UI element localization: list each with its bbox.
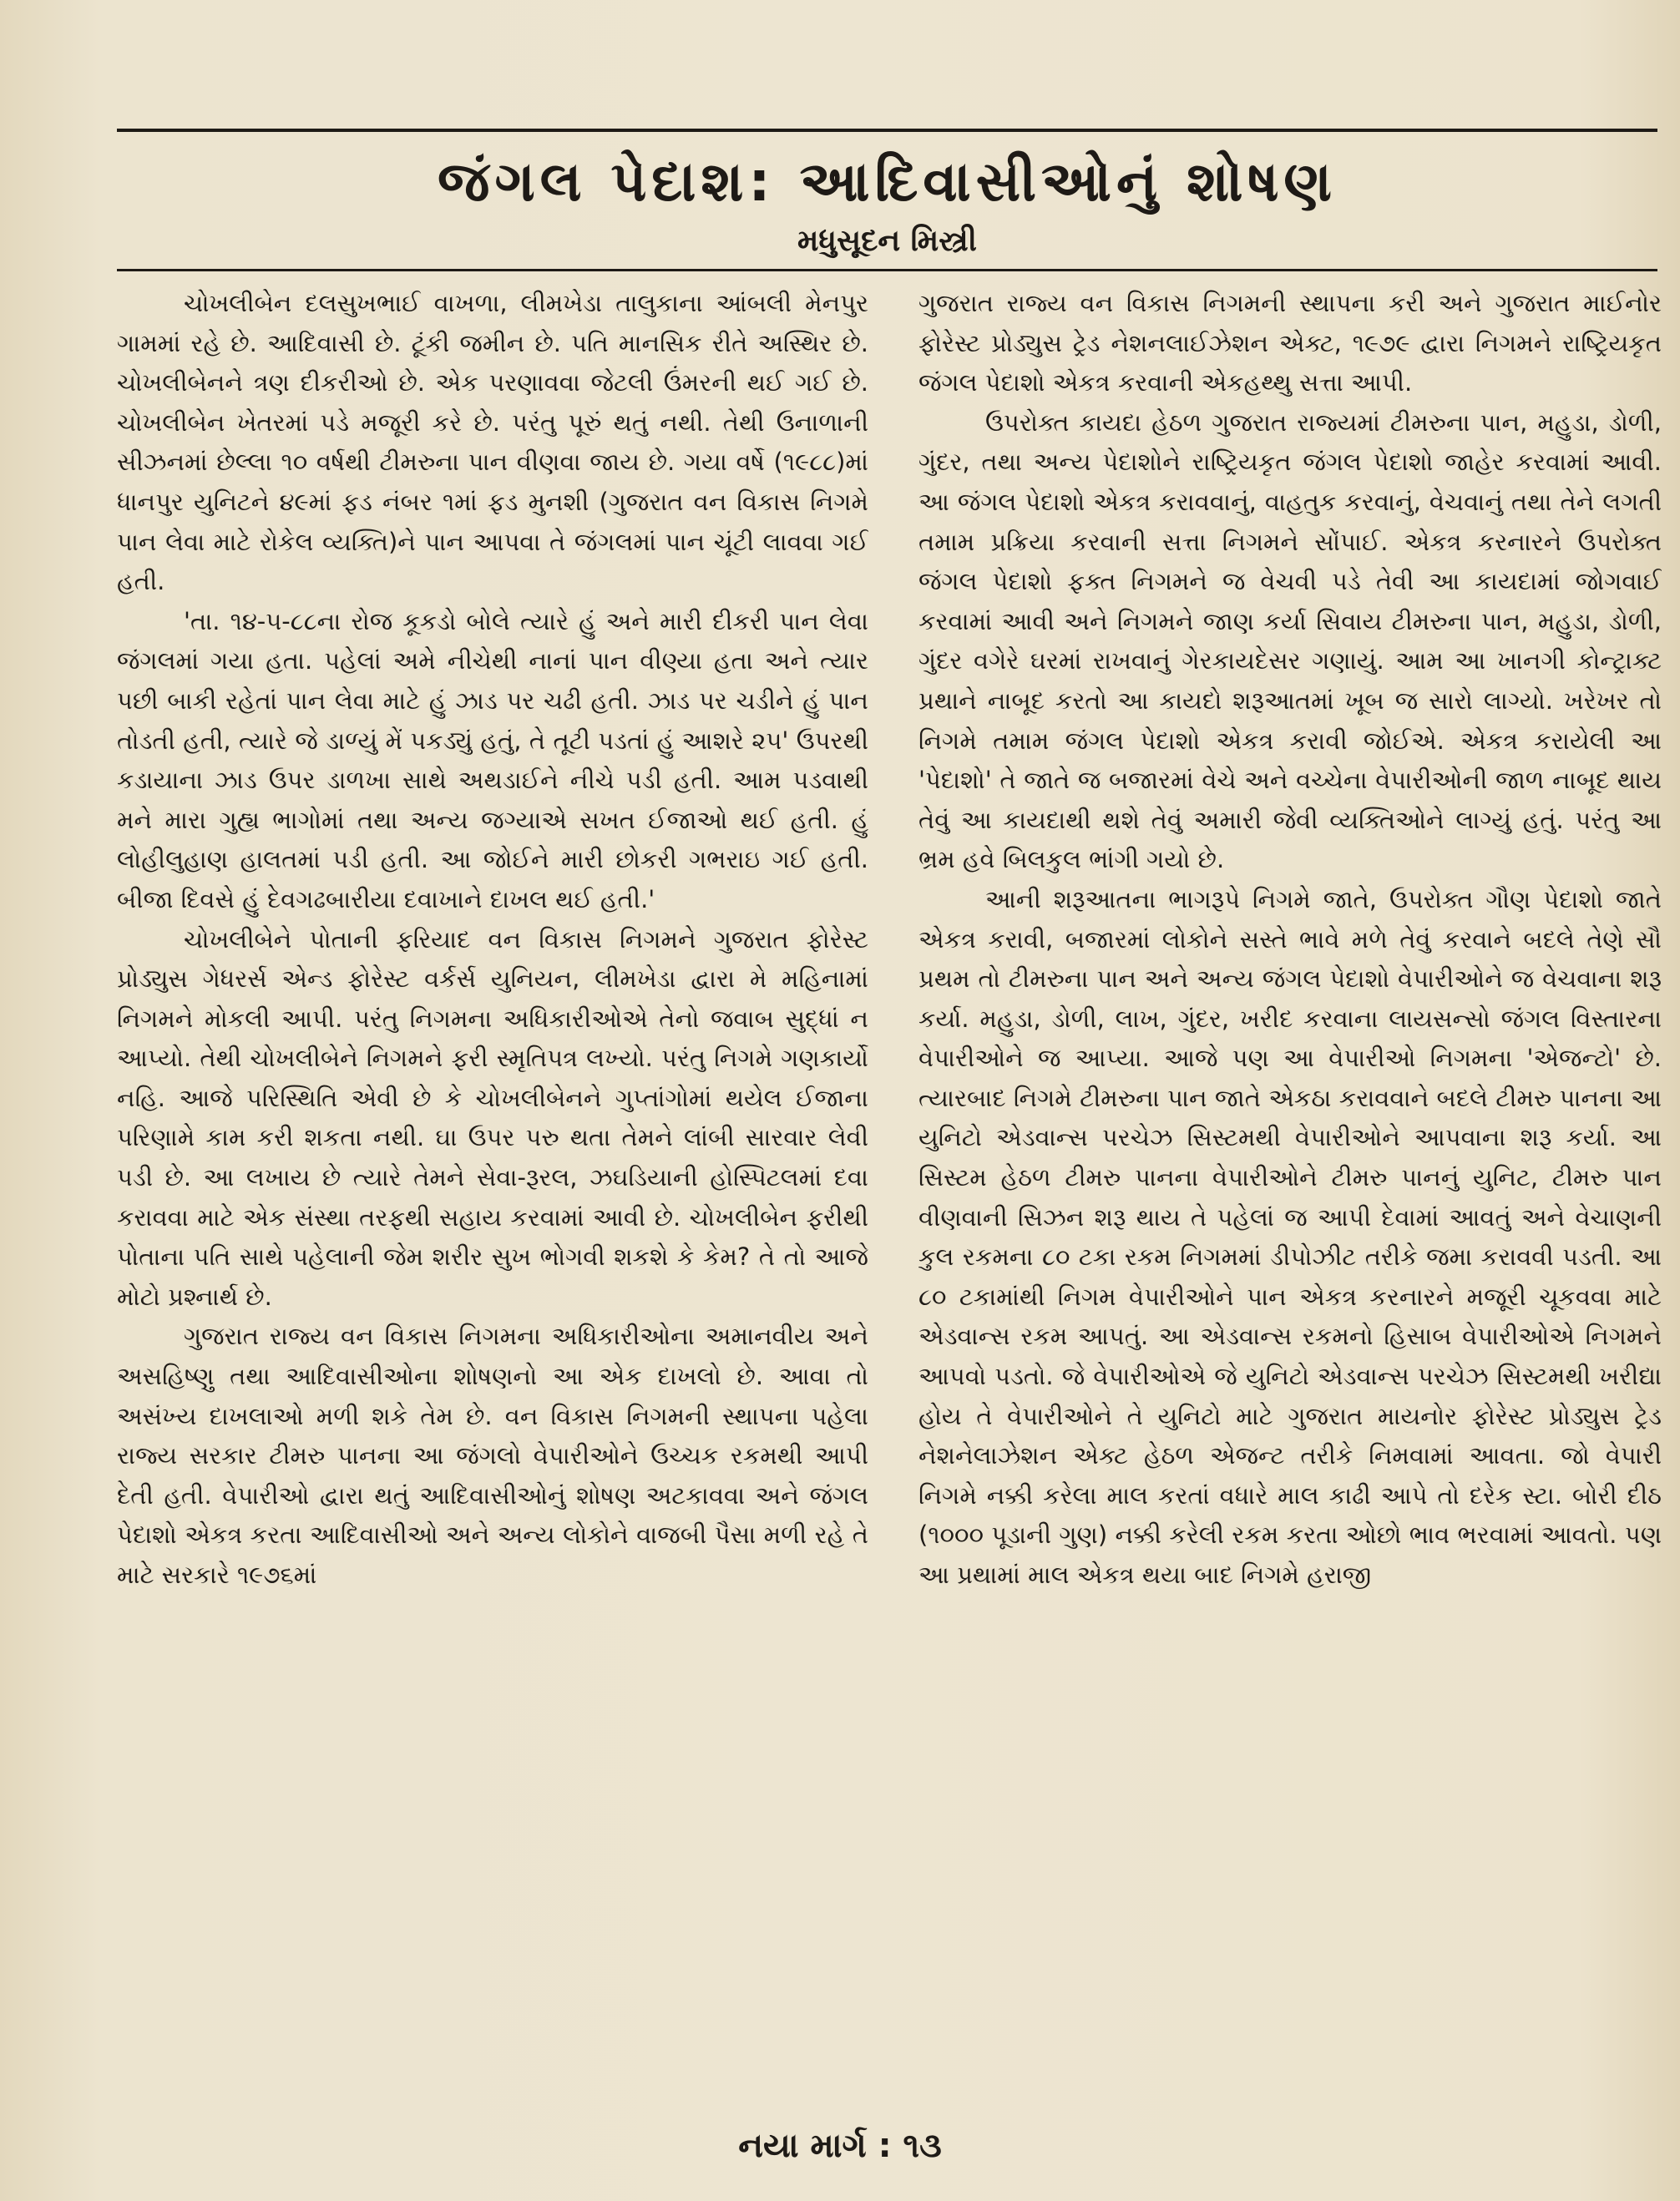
top-rule [117, 129, 1657, 132]
article-title: જંગલ પેદાશ: આદિવાસીઓનું શોષણ [438, 149, 1337, 214]
author-byline: મધુસૂદન મિસ્ત્રી [797, 224, 977, 258]
paragraph: આની શરૂઆતના ભાગરૂપે નિગમે જાતે, ઉપરોક્ત ગૌણ પેદાશો જાતે એકત્ર કરાવી, બજારમાં લોકોને સસ્તે ભાવે મળે તેવું કરવાને બદલે તેણે સૌ પ્રથમ તો ટીમરુના પાન અને અન્ય જંગલ પેદાશો વેપારીઓને જ વેચવાના શરૂ કર્યા. મહુડા, ડોળી, લાખ, ગુંદર, ખરીદ કરવાના લાયસન્સો જંગલ વિસ્તારના વેપારીઓને જ આપ્યા. આજે પણ આ વેપારીઓ નિગમના 'એજન્ટો' છે. ત્યારબાદ નિગમે ટીમરુના પાન જાતે એકઠા કરાવવાને બદલે ટીમરુ પાનના આ યુનિટો એડવાન્સ પરચેઝ સિસ્ટમથી વેપારીઓને આપવાના શરૂ કર્યા. આ સિસ્ટમ હેઠળ ટીમરુ પાનના વેપારીઓને ટીમરુ પાનનું યુનિટ, ટીમરુ પાન વીણવાની સિઝન શરૂ થાય તે પહેલાં જ આપી દેવામાં આવતું અને વેચાણની કુલ રકમના ૮૦ ટકા રકમ નિગમમાં ડીપોઝીટ તરીકે જમા કરાવવી પડતી. આ ૮૦ ટકામાંથી નિગમ વેપારીઓને પાન એકત્ર કરનારને મજૂરી ચૂકવવા માટે એડવાન્સ રકમ આપતું. આ એડવાન્સ રકમનો હિસાબ વેપારીઓએ નિગમને આપવો પડતો. જે વેપારીઓએ જે યુનિટો એડવાન્સ પરચેઝ સિસ્ટમથી ખરીદ્યા હોય તે વેપારીઓને તે યુનિટો માટે ગુજરાત માયનોર ફોરેસ્ટ પ્રોડ્યુસ ટ્રેડ નેશનેલાઝેશન એક્ટ હેઠળ એજન્ટ તરીકે નિમવામાં આવતા. જો વેપારી નિગમે નક્કી કરેલા માલ કરતાં વધારે માલ કાઢી આપે તો દરેક સ્ટા. બોરી દીઠ (૧૦૦૦ પૂડાની ગુણ) નક્કી કરેલી રકમ કરતા ઓછો ભાવ ભરવામાં આવતો. પણ આ પ્રથામાં માલ એકત્ર થયા બાદ નિગમે હરાજી [918, 884, 1662, 1589]
paragraph: ગુજરાત રાજ્ય વન વિકાસ નિગમના અધિકારીઓના અમાનવીય અને અસહિષ્ણુ તથા આદિવાસીઓના શોષણનો આ એક દાખલો છે. આવા તો અસંખ્ય દાખલાઓ મળી શકે તેમ છે. વન વિકાસ નિગમની સ્થાપના પહેલા રાજ્ય સરકાર ટીમરુ પાનના આ જંગલો વેપારીઓને ઉચ્ચક રકમથી આપી દેતી હતી. વેપારીઓ દ્વારા થતું આદિવાસીઓનું શોષણ અટકાવવા અને જંગલ પેદાશો એકત્ર કરતા આદિવાસીઓ અને અન્ય લોકોને વાજબી પૈસા મળી રહે તે માટે સરકારે ૧૯૭૬માં [117, 1322, 868, 1589]
page-footer: નયા માર્ગ : ૧૩ [738, 2127, 942, 2165]
header-rule [117, 269, 1657, 271]
paragraph: 'તા. ૧૪-૫-૮૮ના રોજ કૂકડો બોલે ત્યારે હું અને મારી દીકરી પાન લેવા જંગલમાં ગયા હતા. પહેલાં અમે નીચેથી નાનાં પાન વીણ્યા હતા અને ત્યાર પછી બાકી રહેતાં પાન લેવા માટે હું ઝાડ પર ચઢી હતી. ઝાડ પર ચડીને હું પાન તોડતી હતી, ત્યારે જે ડાળ્યું મેં પકડ્યું હતું, તે તૂટી પડતાં હું આશરે ૨૫' ઉપરથી કડાયાના ઝાડ ઉપર ડાળખા સાથે અથડાઈને નીચે પડી હતી. આમ પડવાથી મને મારા ગુહ્ય ભાગોમાં તથા અન્ય જગ્યાએ સખત ઈજાઓ થઈ હતી. હું લોહીલુહાણ હાલતમાં પડી હતી. આ જોઈને મારી છોકરી ગભરાઇ ગઈ હતી. બીજા દિવસે હું દેવગઢબારીયા દવાખાને દાખલ થઈ હતી.' [117, 606, 868, 913]
paragraph: ગુજરાત રાજ્ય વન વિકાસ નિગમની સ્થાપના કરી અને ગુજરાત માઈનોર ફોરેસ્ટ પ્રોડ્યુસ ટ્રેડ નેશનલાઈઝેશન એક્ટ, ૧૯૭૯ દ્વારા નિગમને રાષ્ટ્રિયકૃત જંગલ પેદાશો એકત્ર કરવાની એકહથ્થુ સત્તા આપી. [918, 289, 1662, 397]
left-column [117, 284, 868, 2079]
paragraph: ચોખલીબેને પોતાની ફરિયાદ વન વિકાસ નિગમને ગુજરાત ફોરેસ્ટ પ્રોડ્યુસ ગેધરર્સ એન્ડ ફોરેસ્ટ વર્કર્સ યુનિયન, લીમખેડા દ્વારા મે મહિનામાં નિગમને મોકલી આપી. પરંતુ નિગમના અધિકારીઓએ તેનો જવાબ સુદ્ધાં ન આપ્યો. તેથી ચોખલીબેને નિગમને ફરી સ્મૃતિપત્ર લખ્યો. પરંતુ નિગમે ગણકાર્યો નહિ. આજે પરિસ્થિતિ એવી છે કે ચોખલીબેનને ગુપ્તાંગોમાં થયેલ ઈજાના પરિણામે કામ કરી શકતા નથી. ઘા ઉપર પરુ થતા તેમને લાંબી સારવાર લેવી પડી છે. આ લખાય છે ત્યારે તેમને સેવા-રૂરલ, ઝઘડિયાની હોસ્પિટલમાં દવા કરાવવા માટે એક સંસ્થા તરફથી સહાય કરવામાં આવી છે. ચોખલીબેન ફરીથી પોતાના પતિ સાથે પહેલાની જેમ શરીર સુખ ભોગવી શકશે કે કેમ? તે તો આજે મોટો પ્રશ્નાર્થ છે. [117, 924, 868, 1311]
right-column [918, 284, 1662, 2079]
paragraph: ઉપરોક્ત કાયદા હેઠળ ગુજરાત રાજ્યમાં ટીમરુના પાન, મહુડા, ડોળી, ગુંદર, તથા અન્ય પેદાશોને રાષ્ટ્રિયકૃત જંગલ પેદાશો જાહેર કરવામાં આવી. આ જંગલ પેદાશો એકત્ર કરાવવાનું, વાહતુક કરવાનું, વેચવાનું તથા તેને લગતી તમામ પ્રક્રિયા કરવાની સત્તા નિગમને સોંપાઈ. એકત્ર કરનારને ઉપરોક્ત જંગલ પેદાશો ફક્ત નિગમને જ વેચવી પડે તેવી આ કાયદામાં જોગવાઈ કરવામાં આવી અને નિગમને જાણ કર્યા સિવાય ટીમરુના પાન, મહુડા, ડોળી, ગુંદર વગેરે ઘરમાં રાખવાનું ગેરકાયદેસર ગણાયું. આમ આ ખાનગી કોન્ટ્રાક્ટ પ્રથાને નાબૂદ કરતો આ કાયદો શરૂઆતમાં ખૂબ જ સારો લાગ્યો. ખરેખર તો નિગમે તમામ જંગલ પેદાશો એકત્ર કરાવી જોઈએ. એકત્ર કરાયેલી આ 'પેદાશો' તે જાતે જ બજારમાં વેચે અને વચ્ચેના વેપારીઓની જાળ નાબૂદ થાય તેવું આ કાયદાથી થશે તેવું અમારી જેવી વ્યક્તિઓને લાગ્યું હતું. પરંતુ આ ભ્રમ હવે બિલકુલ ભાંગી ગયો છે. [918, 407, 1662, 874]
paragraph: ચોખલીબેન દલસુખભાઈ વાખળા, લીમખેડા તાલુકાના આંબલી મેનપુર ગામમાં રહે છે. આદિવાસી છે. ટૂંકી જમીન છે. પતિ માનસિક રીતે અસ્થિર છે. ચોખલીબેનને ત્રણ દીકરીઓ છે. એક પરણાવવા જેટલી ઉંમરની થઈ ગઈ છે. ચોખલીબેન ખેતરમાં પડે મજૂરી કરે છે. પરંતુ પૂરું થતું નથી. તેથી ઉનાળાની સીઝનમાં છેલ્લા ૧૦ વર્ષથી ટીમરુના પાન વીણવા જાય છે. ગયા વર્ષે (૧૯૮૮)માં ધાનપુર યુનિટને ૪૯માં ફડ નંબર ૧માં ફડ મુનશી (ગુજરાત વન વિકાસ નિગમે પાન લેવા માટે રોકેલ વ્યક્તિ)ને પાન આપવા તે જંગલમાં પાન ચૂંટી લાવવા ગઈ હતી. [117, 289, 868, 596]
